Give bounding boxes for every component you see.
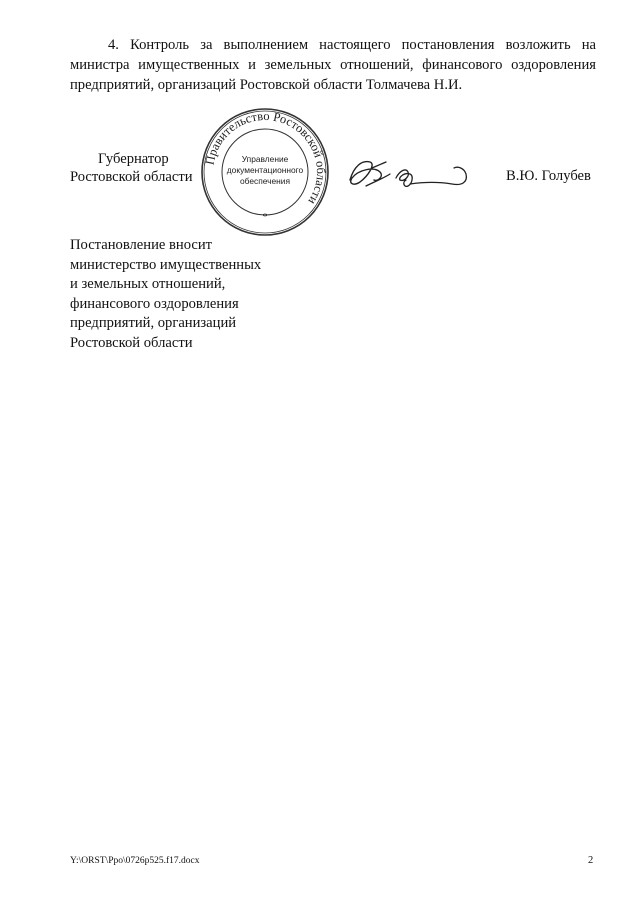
signatory-role-line1: Губернатор [98, 151, 169, 167]
seal-star: * [262, 212, 268, 223]
seal-inner-line3: обеспечения [240, 176, 290, 186]
paragraph-number: 4. [108, 37, 119, 53]
handwritten-signature [340, 152, 475, 197]
signatory-name: В.Ю. Голубев [506, 168, 591, 184]
submitted-by-line: и земельных отношений, [70, 276, 226, 292]
seal-outer-text: Правительство Ростовской области [202, 108, 329, 208]
paragraph-4 [70, 35, 596, 95]
footer-file-path: Y:\ORST\Ppo\0726p525.f17.docx [70, 856, 200, 866]
submitted-by-line: министерство имущественных [70, 256, 262, 273]
submitted-by-line: Ростовской области [70, 334, 193, 351]
submitted-by-line: Постановление вносит [70, 237, 213, 253]
seal-inner-line2: документационного [226, 165, 304, 175]
signatory-role-line2: Ростовской области [70, 169, 193, 185]
page-number: 2 [588, 855, 594, 866]
submitted-by-line: предприятий, организаций [70, 315, 237, 331]
seal-inner-line1: Управление [241, 154, 289, 164]
official-seal-stamp [199, 106, 331, 238]
submitted-by-note [70, 236, 261, 353]
signatory-role [70, 150, 193, 186]
paragraph-text: Контроль за выполнением настоящего постановления возложить на министра имущественных и земельных отношений, финансового оздоровления предприятий, организаций Ростовской области Толмачева Н.И. [70, 37, 596, 93]
submitted-by-line: финансового оздоровления [70, 295, 239, 312]
